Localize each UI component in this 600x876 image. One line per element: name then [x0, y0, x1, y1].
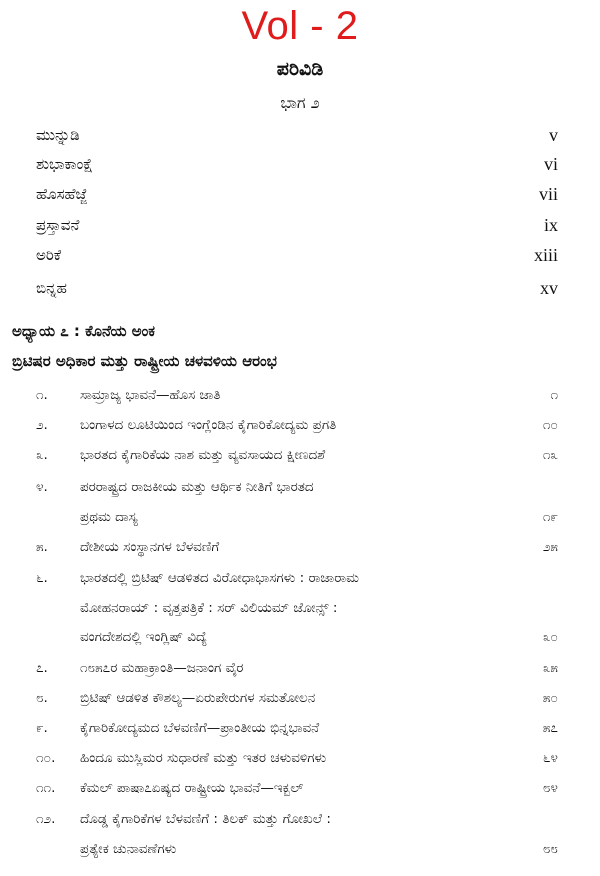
front-matter-page: xv [540, 277, 558, 298]
toc-title: ಭಾರತದ ಕೈಗಾರಿಕೆಯ ನಾಶ ಮತ್ತು ವ್ಯವಸಾಯದ ಕ್ಷೀಣದಶೆ [80, 447, 326, 463]
toc-entry[interactable] [36, 476, 558, 498]
toc-entry[interactable] [36, 567, 558, 589]
front-matter-page: v [549, 124, 558, 145]
front-matter-item[interactable] [36, 152, 558, 176]
toc-page: ೩೦ [542, 629, 558, 645]
toc-entry[interactable] [36, 506, 558, 528]
front-matter-title: ಹೊಸಹೆಜ್ಜೆ [36, 185, 88, 203]
volume-label: Vol - 2 [241, 4, 359, 48]
toc-entry[interactable] [36, 777, 558, 799]
toc-title: ಪ್ರತ್ಯೇಕ ಚುನಾವಣೆಗಳು [80, 841, 177, 857]
front-matter-item[interactable] [36, 123, 558, 147]
toc-entry[interactable] [36, 626, 558, 648]
toc-number: ೭. [36, 660, 48, 676]
chapter-heading: ಅಧ್ಯಾಯ ೭ : ಕೊನೆಯ ಅಂಕ [12, 322, 156, 340]
toc-entry[interactable] [36, 838, 558, 860]
toc-title: ವಂಗದೇಶದಲ್ಲಿ ಇಂಗ್ಲಿಷ್ ವಿದ್ಯೆ [80, 629, 208, 645]
toc-page: ೬೪ [542, 750, 558, 766]
toc-number: ೨. [36, 417, 48, 433]
toc-entry[interactable] [36, 444, 558, 466]
toc-page: ೮೪ [542, 780, 558, 796]
toc-number: ೧೦. [36, 750, 56, 766]
toc-title: ೧೮೫೭ರ ಮಹಾಕ್ರಾಂತಿ—ಜನಾಂಗ ವೈರ [80, 660, 244, 676]
front-matter-title: ಬಿನ್ನಹ [36, 279, 67, 297]
toc-page: ೫೭ [542, 720, 558, 736]
toc-entry[interactable] [36, 536, 558, 558]
toc-title: ಹಿಂದೂ ಮುಸ್ಲಿಮರ ಸುಧಾರಣೆ ಮತ್ತು ಇತರ ಚಳುವಳಿಗಳು [80, 750, 327, 766]
toc-title: ಪ್ರಥಮ ದಾಸ್ಯ [80, 509, 138, 525]
toc-number: ೧. [36, 387, 48, 403]
toc-page: ೨೫ [542, 539, 558, 555]
front-matter-item[interactable] [36, 243, 558, 267]
part-label: ಭಾಗ ೨ [280, 93, 320, 112]
toc-page: ೧೦ [542, 417, 558, 433]
toc-page: ೫೦ [542, 690, 558, 706]
toc-entry[interactable] [36, 414, 558, 436]
contents-title: ಪರಿವಿಡಿ [276, 58, 324, 80]
toc-entry[interactable] [36, 597, 558, 619]
front-matter-item[interactable] [36, 276, 558, 300]
toc-number: ೮. [36, 690, 48, 706]
toc-title: ಕೈಗಾರಿಕೋದ್ಯಮದ ಬೆಳವಣಿಗೆ—ಪ್ರಾಂತೀಯ ಭಿನ್ನಭಾವನೆ [80, 720, 320, 736]
chapter-subtitle: ಬ್ರಿಟಿಷರ ಅಧಿಕಾರ ಮತ್ತು ರಾಷ್ಟ್ರೀಯ ಚಳವಳಿಯ ಆರಂಭ [12, 352, 277, 370]
toc-title: ಬ್ರಿಟಿಷ್ ಆಡಳಿತ ಕೌಶಲ್ಯ—ಏರುಪೇರುಗಳ ಸಮತೋಲನ [80, 690, 316, 706]
front-matter-item[interactable] [36, 182, 558, 206]
toc-entry[interactable] [36, 384, 558, 406]
toc-title: ಮೋಹನರಾಯ್ : ವೃತ್ತಪತ್ರಿಕೆ : ಸರ್ ವಿಲಿಯಮ್ ಜೋನ್ಸ್ : [80, 600, 338, 616]
front-matter-page: vi [543, 153, 558, 174]
toc-number: ೧೨. [36, 811, 56, 827]
toc-entry[interactable] [36, 747, 558, 769]
toc-title: ಕೆಮಲ್ ಪಾಷಾ೭ಏಷ್ಯದ ರಾಷ್ಟ್ರೀಯ ಭಾವನೆ—ಇಕ್ಬಲ್ [80, 780, 304, 796]
toc-page: ೧೩ [542, 447, 558, 463]
toc-title: ದೇಶೀಯ ಸಂಸ್ಥಾನಗಳ ಬೆಳವಣಿಗೆ [80, 539, 220, 555]
toc-number: ೬. [36, 570, 48, 586]
toc-page: ೧ [550, 387, 558, 403]
toc-number: ೩. [36, 447, 48, 463]
front-matter-title: ಮುನ್ನುಡಿ [36, 126, 80, 144]
toc-entry[interactable] [36, 808, 558, 830]
toc-entry[interactable] [36, 687, 558, 709]
toc-number: ೧೧. [36, 780, 56, 796]
front-matter-title: ಪ್ರಸ್ತಾವನೆ [36, 216, 80, 234]
front-matter-page: vii [538, 183, 558, 204]
toc-number: ೫. [36, 539, 48, 555]
toc-number: ೪. [36, 479, 48, 495]
toc-title: ಸಾಮ್ರಾಜ್ಯ ಭಾವನೆ—ಹೊಸ ಜಾತಿ [80, 387, 221, 403]
toc-title: ದೊಡ್ಡ ಕೈಗಾರಿಕೆಗಳ ಬೆಳವಣಿಗೆ : ತಿಲಕ್ ಮತ್ತು ಗೋಖಲೆ : [80, 811, 331, 827]
toc-page: ೩೫ [542, 660, 558, 676]
toc-title: ಪರರಾಷ್ಟ್ರದ ರಾಜಕೀಯ ಮತ್ತು ಆರ್ಥಿಕ ನೀತಿಗೆ ಭಾರತದ [80, 479, 314, 495]
front-matter-title: ಶುಭಾಕಾಂಕ್ಷೆ [36, 155, 93, 173]
front-matter-page: ix [543, 214, 558, 235]
front-matter-page: xiii [533, 244, 558, 265]
toc-number: ೯. [36, 720, 48, 736]
toc-title: ಭಾರತದಲ್ಲಿ ಬ್ರಿಟಿಷ್ ಆಡಳಿತದ ವಿರೋಧಾಭಾಸಗಳು : ರಾಜಾರಾಮ [80, 570, 359, 586]
toc-page: ೧೯ [542, 509, 558, 525]
front-matter-item[interactable] [36, 213, 558, 237]
front-matter-title: ಅರಿಕೆ [36, 246, 62, 264]
toc-entry[interactable] [36, 657, 558, 679]
toc-entry[interactable] [36, 717, 558, 739]
toc-page: ೮೮ [542, 841, 558, 857]
toc-title: ಬಂಗಾಳದ ಲೂಟಿಯಿಂದ ಇಂಗ್ಲೆಂಡಿನ ಕೈಗಾರಿಕೋದ್ಯಮ ಪ್ರಗತಿ [80, 417, 337, 433]
